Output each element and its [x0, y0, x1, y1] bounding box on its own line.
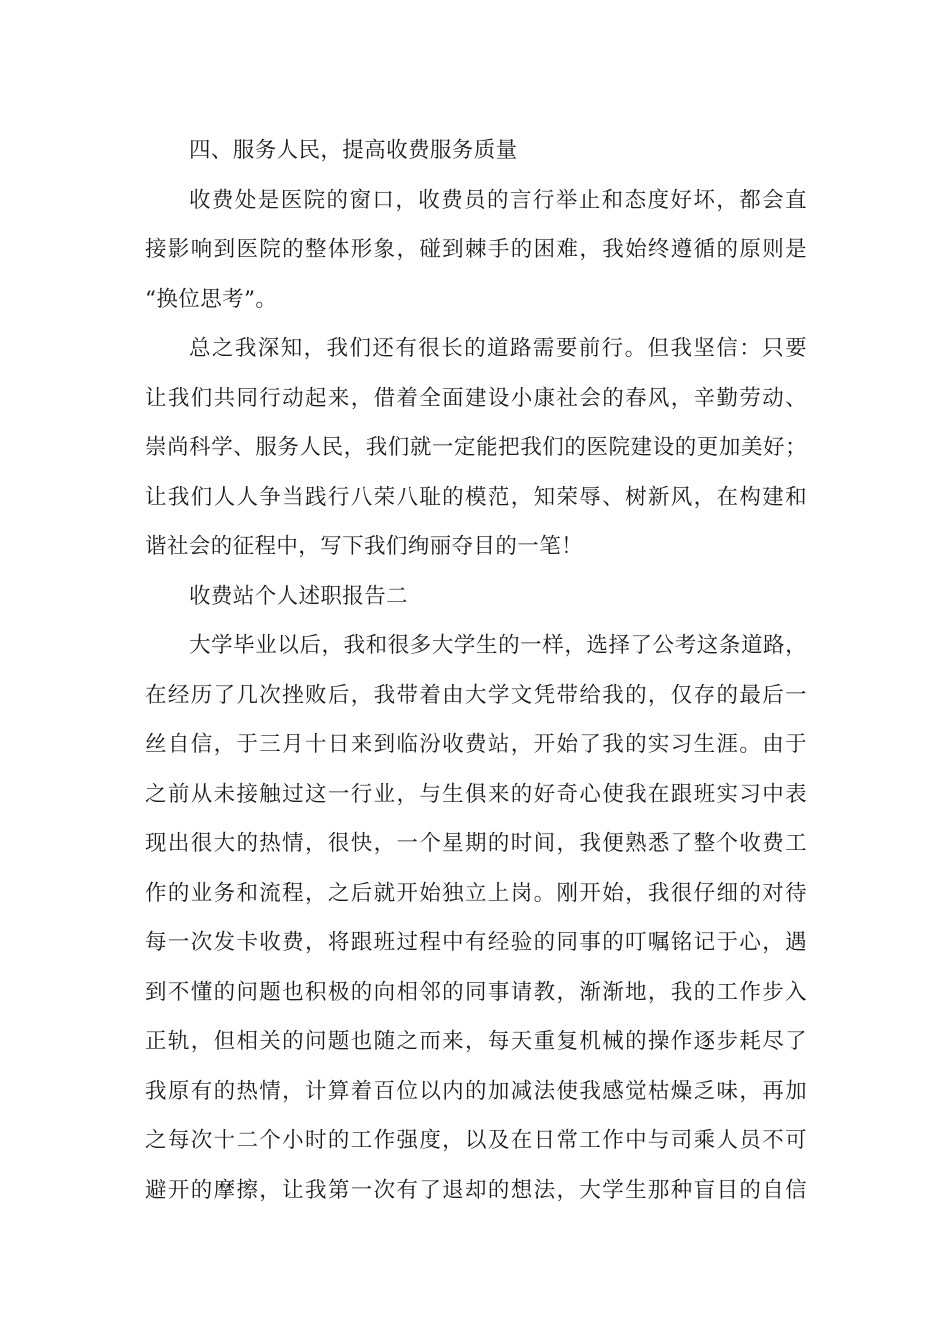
text-line: 总之我深知，我们还有很长的道路需要前行。但我坚信：只要: [189, 336, 807, 361]
text-line: 之每次十二个小时的工作强度，以及在日常工作中与司乘人员不可: [145, 1128, 807, 1153]
text-line: 避开的摩擦，让我第一次有了退却的想法，大学生那种盲目的自信: [145, 1177, 807, 1203]
document-body: [145, 126, 807, 1215]
text-line: 收费处是医院的窗口，收费员的言行举止和态度好坏，都会直: [189, 187, 807, 213]
body-paragraph: [145, 176, 807, 325]
text-line: 崇尚科学、服务人民，我们就一定能把我们的医院建设的更加美好；: [145, 435, 807, 460]
text-line: 让我们人人争当践行八荣八耻的模范，知荣辱、树新风，在构建和: [145, 484, 807, 510]
text-line: 到不懂的问题也积极的向相邻的同事请教，渐渐地，我的工作步入: [145, 979, 807, 1005]
text-line: 正轨，但相关的问题也随之而来，每天重复机械的操作逐步耗尽了: [145, 1029, 807, 1054]
text-line: 作的业务和流程，之后就开始独立上岗。刚开始，我很仔细的对待: [145, 880, 807, 906]
text-line: 四、服务人民，提高收费服务质量: [189, 138, 518, 163]
section-heading: [145, 126, 807, 176]
report-title: [145, 572, 807, 622]
text-line: 收费站个人述职报告二: [189, 583, 409, 609]
body-paragraph: [145, 324, 807, 572]
text-line: 之前从未接触过这一行业，与生俱来的好奇心使我在跟班实习中表: [145, 781, 807, 807]
text-line: 现出很大的热情，很快，一个星期的时间，我便熟悉了整个收费工: [145, 831, 807, 856]
text-line: 让我们共同行动起来，借着全面建设小康社会的春风，辛勤劳动、: [145, 385, 807, 411]
text-line: 在经历了几次挫败后，我带着由大学文凭带给我的，仅存的最后一: [145, 682, 807, 708]
text-line: “换位思考”。: [145, 286, 278, 312]
text-line: 大学毕业以后，我和很多大学生的一样，选择了公考这条道路，: [189, 633, 807, 658]
text-line: 谐社会的征程中，写下我们绚丽夺目的一笔！: [145, 534, 584, 559]
text-line: 每一次发卡收费，将跟班过程中有经验的同事的叮嘱铭记于心，遇: [145, 930, 807, 955]
body-paragraph: [145, 621, 807, 1215]
text-line: 接影响到医院的整体形象，碰到棘手的困难，我始终遵循的原则是: [145, 237, 807, 262]
text-line: 我原有的热情，计算着百位以内的加减法使我感觉枯燥乏味，再加: [145, 1078, 807, 1104]
text-line: 丝自信，于三月十日来到临汾收费站，开始了我的实习生涯。由于: [145, 732, 807, 757]
